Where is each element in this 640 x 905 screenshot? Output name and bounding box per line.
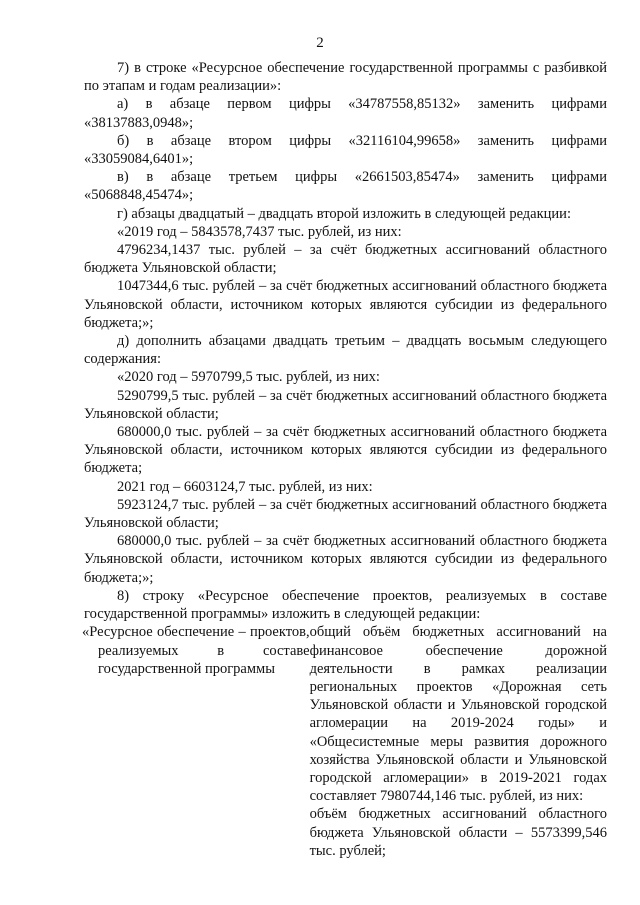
paragraph: 7) в строке «Ресурсное обеспечение государственной программы с разбивкой по этапам и годам реализации»: [84,60,607,95]
paragraph: 5923124,7 тыс. рублей – за счёт бюджетных ассигнований областного бюджета Ульяновской области; [84,496,607,532]
paragraph: 4796234,1437 тыс. рублей – за счёт бюджетных ассигнований областного бюджета Ульяновской области; [84,242,607,277]
document-body [84,59,607,860]
paragraph: «2019 год – 5843578,7437 тыс. рублей, из них: [117,223,402,240]
paragraph: 680000,0 тыс. рублей – за счёт бюджетных ассигнований областного бюджета Ульяновской области, источником которых являются субсидии из федерального бюджета;»; [84,533,607,586]
paragraph: в) в абзаце третьем цифры «2661503,85474» заменить цифрами «5068848,45474»; [84,169,607,204]
paragraph: 2021 год – 6603124,7 тыс. рублей, из них: [117,478,373,495]
paragraph: 1047344,6 тыс. рублей – за счёт бюджетных ассигнований областного бюджета Ульяновской области, источником которых являются субсидии из федерального бюджета;»; [84,278,607,331]
table-row-value [310,623,607,860]
paragraph: 680000,0 тыс. рублей – за счёт бюджетных ассигнований областного бюджета Ульяновской области, источником которых являются субсидии из федерального бюджета; [84,424,607,477]
paragraph: г) абзацы двадцатый – двадцать второй изложить в следующей редакции: [117,205,571,222]
paragraph: д) дополнить абзацами двадцать третьим – двадцать восьмым следующего содержания: [84,333,607,368]
resource-table-row [84,623,607,860]
table-row-label: «Ресурсное обеспечение – проектов, реализуемых в составе государственной программы [82,624,310,677]
table-value-paragraph: объём бюджетных ассигнований областного бюджета Ульяновской области – 5573399,546 тыс. рублей; [309,806,607,859]
paragraph: а) в абзаце первом цифры «34787558,85132» заменить цифрами «38137883,0948»; [84,96,607,131]
page-number: 2 [316,35,324,51]
paragraph: 5290799,5 тыс. рублей – за счёт бюджетных ассигнований областного бюджета Ульяновской области; [84,387,607,422]
paragraph: б) в абзаце втором цифры «32116104,99658» заменить цифрами «33059084,6401»; [84,132,607,168]
paragraph: «2020 год – 5970799,5 тыс. рублей, из них: [117,369,380,386]
table-value-paragraph: общий объём бюджетных ассигнований на финансовое обеспечение дорожной деятельности в рамках реализации региональных проектов «Дорожная сеть Ульяновской области и Ульяновской городской агломерации на 2019-2024 годы» и «Общесистемные меры развития дорожного хозяйства Ульяновской области и Ульяновской городской агломерации» в 2019-2021 годах составляет 7980744,146 тыс. рублей, из них: [309,624,607,805]
paragraph: 8) строку «Ресурсное обеспечение проектов, реализуемых в составе государственной программы» изложить в следующей редакции: [84,587,607,623]
